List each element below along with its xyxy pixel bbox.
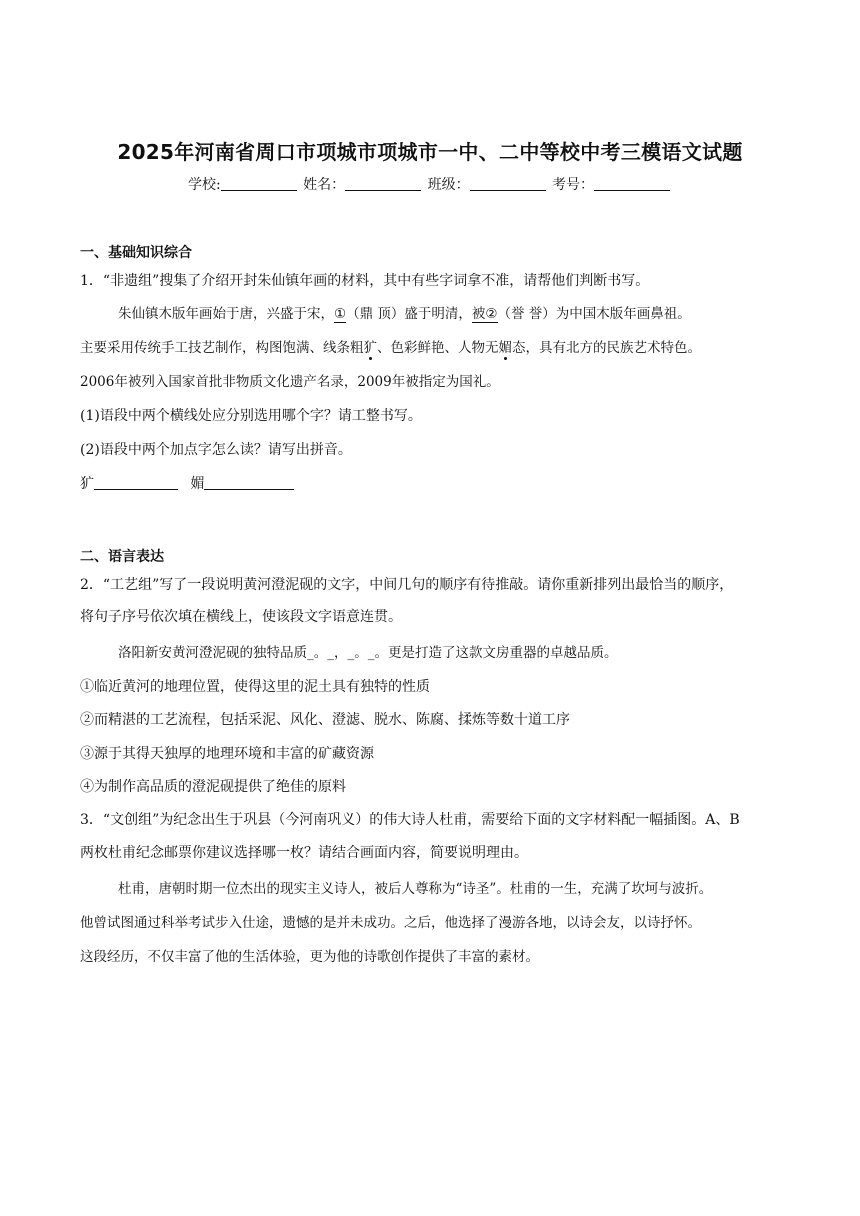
q2-stem-line-2: 将句子序号依次填在横线上，使该段文字语意连贯。 (80, 609, 402, 625)
q1-sub-2: (2)语段中两个加点字怎么读？请写出拼音。 (80, 442, 352, 458)
q2-option-3: ③源于其得天独厚的地理环境和丰富的矿藏资源 (80, 746, 374, 762)
answer-label-kuang: 犷 (80, 476, 94, 492)
q3-passage-line-3: 这段经历，不仅丰富了他的生活体验，更为他的诗歌创作提供了丰富的素材。 (80, 949, 539, 965)
school-label: 学校: (187, 177, 221, 193)
q1-passage-line-1: 朱仙镇木版年画始于唐，兴盛于宋，①（鼎 顶）盛于明清，被②（誉 誉）为中国木版年画鼻祖。 (118, 302, 798, 323)
number-label: 考号： (552, 177, 595, 193)
dotted-char-mei: 媚 (498, 340, 512, 356)
section-heading-1: 一、基础知识综合 (80, 245, 192, 261)
blank-2[interactable]: ② (485, 306, 498, 322)
class-label: 班级： (427, 177, 470, 193)
q3-passage-line-1: 杜甫，唐朝时期一位杰出的现实主义诗人，被后人尊称为“诗圣”。杜甫的一生，充满了坎坷与波折。 (118, 881, 713, 897)
q1-stem: 1．“非遗组”搜集了介绍开封朱仙镇年画的材料，其中有些字词拿不准，请帮他们判断书写。 (80, 273, 650, 289)
q1-sub-1: (1)语段中两个横线处应分别选用哪个字？请工整书写。 (80, 408, 422, 424)
answer-blank-kuang[interactable] (94, 475, 178, 490)
q2-option-1: ①临近黄河的地理位置，使得这里的泥土具有独特的性质 (80, 679, 430, 695)
q3-passage-line-2: 他曾试图通过科举考试步入仕途，遗憾的是并未成功。之后，他选择了漫游各地，以诗会友，以诗抒怀。 (80, 915, 701, 931)
answer-label-mei: 媚 (190, 476, 205, 492)
q1-answer-line (80, 473, 790, 493)
word-bei: 被 (472, 302, 486, 323)
name-label: 姓名： (303, 177, 346, 193)
q1-passage-line-3: 2006年被列入国家首批非物质文化遗产名录，2009年被指定为国礼。 (80, 374, 500, 390)
dotted-char-kuang: 犷 (363, 340, 377, 356)
number-blank[interactable] (594, 176, 670, 191)
q3-stem-line-1: 3．“文创组”为纪念出生于巩县（今河南巩义）的伟大诗人杜甫，需要给下面的文字材料配一幅插图。A、B (80, 812, 740, 828)
blank-1[interactable]: ① (334, 306, 347, 322)
q3-stem-line-2: 两枚杜甫纪念邮票你建议选择哪一枚？请结合画面内容，简要说明理由。 (80, 845, 528, 861)
exam-title: 2025年河南省周口市项城市项城市一中、二中等校中考三模语文试题 (117, 140, 743, 164)
q2-stem-line-1: 2．“工艺组”写了一段说明黄河澄泥砚的文字，中间几句的顺序有待推敲。请你重新排列出最恰当的顺序， (80, 577, 734, 593)
q2-option-4: ④为制作高品质的澄泥砚提供了绝佳的原料 (80, 779, 346, 795)
q1-passage-line-2: 主要采用传统手工技艺制作，构图饱满、线条粗犷、色彩鲜艳、人物无媚态，具有北方的民族艺术特色。 (80, 340, 701, 356)
school-blank[interactable] (221, 176, 297, 191)
section-heading-2: 二、语言表达 (80, 549, 164, 565)
class-blank[interactable] (470, 176, 546, 191)
student-info-line (0, 174, 860, 194)
q2-option-2: ②而精湛的工艺流程，包括采泥、风化、澄滤、脱水、陈腐、揉炼等数十道工序 (80, 712, 570, 728)
answer-blank-mei[interactable] (204, 475, 294, 490)
name-blank[interactable] (345, 176, 421, 191)
q2-passage: 洛阳新安黄河澄泥砚的独特品质_。_，_。_。更是打造了这款文房重器的卓越品质。 (118, 645, 618, 661)
